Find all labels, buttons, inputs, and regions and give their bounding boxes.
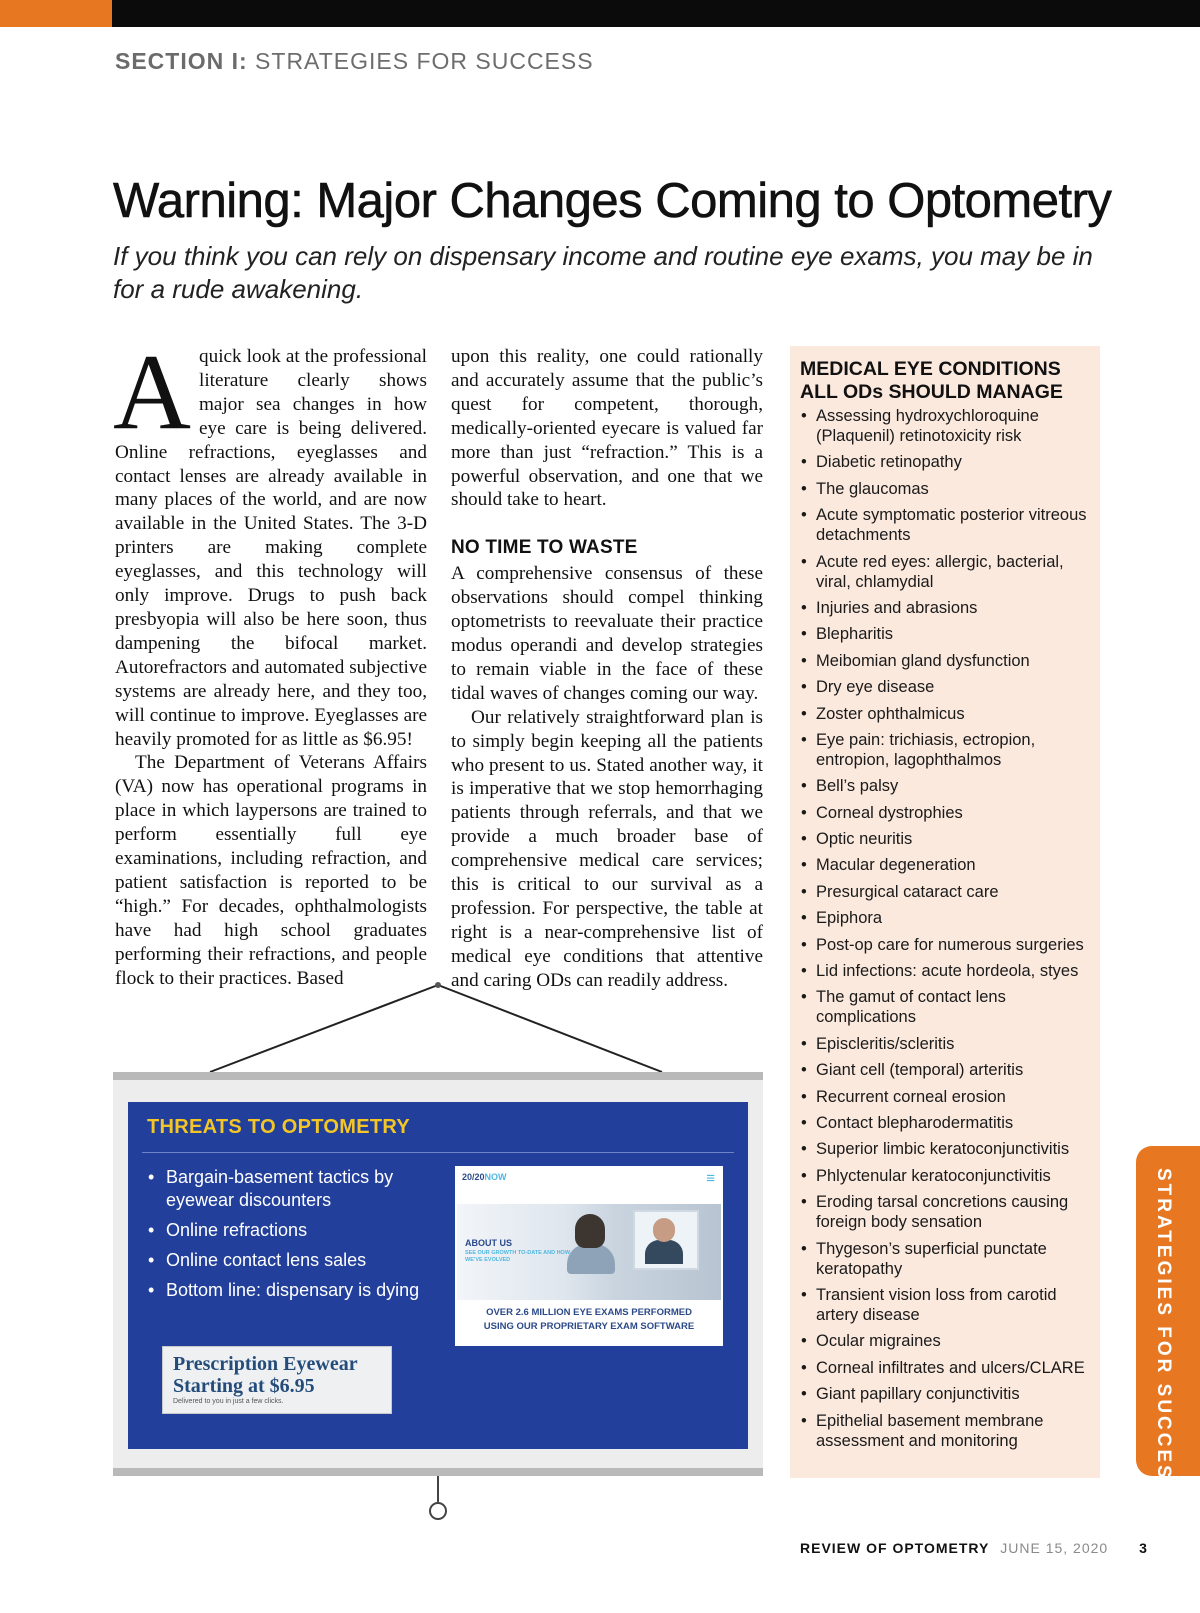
article-paragraph: The Department of Veterans Affairs (VA) now has operational programs in place in which laypersons are trained to perform essentially full eye examinations, including refraction, and patient satisfaction is reported to be “high.” For decades, ophthalmologists have had high school graduates performing their refractions, and people flock to their practices. Based [115, 752, 427, 989]
condition-item [800, 730, 1098, 770]
condition-text: Recurrent corneal erosion [816, 1087, 1006, 1106]
condition-item [800, 704, 1098, 724]
slide-bullet-text: Online refractions [166, 1220, 308, 1240]
ad-tagline: Delivered to you in just a few clicks. [173, 1398, 284, 1405]
bullet-glyph: • [801, 909, 807, 928]
condition-text: Giant papillary conjunctivitis [816, 1385, 1020, 1404]
section-subhead: NO TIME TO WASTE [451, 537, 638, 559]
condition-item [800, 829, 1098, 849]
condition-text: Macular degeneration [816, 856, 976, 875]
condition-text: The glaucomas [816, 479, 929, 498]
drop-cap: A [113, 333, 191, 452]
medical-conditions-sidebar [790, 346, 1100, 1478]
bullet-glyph: • [801, 882, 807, 901]
condition-item [800, 935, 1098, 955]
bullet-glyph: • [801, 506, 807, 525]
bullet-glyph: • [801, 803, 807, 822]
website-about-heading: ABOUT US [465, 1238, 512, 1248]
bullet-glyph: • [801, 1385, 807, 1404]
condition-text: Acute red eyes: allergic, bacterial, viral, chlamydial [816, 552, 1064, 591]
condition-text: Epithelial basement membrane assessment and monitoring [816, 1411, 1044, 1450]
bullet-glyph: • [801, 704, 807, 723]
condition-item [800, 855, 1098, 875]
condition-item [800, 1060, 1098, 1080]
bullet-glyph: • [801, 777, 807, 796]
bullet-glyph: • [148, 1220, 155, 1240]
website-logo [462, 1172, 507, 1182]
photo-doctor-body [645, 1240, 683, 1264]
condition-text: Epiphora [816, 909, 883, 928]
condition-text: Dry eye disease [816, 678, 935, 697]
condition-text: Superior limbic keratoconjunctivitis [816, 1140, 1070, 1159]
bullet-glyph: • [801, 1358, 807, 1377]
condition-item [800, 1285, 1098, 1325]
condition-text: Bell’s palsy [816, 777, 899, 796]
condition-item [800, 776, 1098, 796]
bullet-glyph: • [801, 479, 807, 498]
condition-item [800, 452, 1098, 472]
article-paragraph: upon this reality, one could rationally and accurately assume that the public’s quest for competent, thorough, medically-oriented eyecare is valued far more than just “refraction.” This is a powerful observation, and one that we should take to heart. [451, 346, 763, 511]
condition-item [800, 803, 1098, 823]
condition-text: Corneal dystrophies [816, 803, 963, 822]
bullet-glyph: • [801, 1034, 807, 1053]
bullet-glyph: • [801, 407, 807, 425]
ad-headline: Prescription Eyewear [173, 1353, 358, 1375]
page-number: 3 [1139, 1540, 1148, 1556]
bullet-glyph: • [801, 1140, 807, 1159]
condition-item [800, 677, 1098, 697]
condition-item [800, 406, 1098, 446]
threats-slide [128, 1102, 748, 1449]
slide-bullet-item [148, 1249, 448, 1272]
bullet-glyph: • [801, 1087, 807, 1106]
website-banner [455, 1306, 723, 1334]
article-title: Warning: Major Changes Coming to Optometry [113, 174, 1112, 228]
bullet-glyph: • [801, 625, 807, 644]
bullet-glyph: • [801, 1061, 807, 1080]
condition-text: Assessing hydroxychloroquine (Plaquenil) retinotoxicity risk [816, 407, 1039, 445]
condition-item [800, 624, 1098, 644]
photo-doctor-head [653, 1218, 675, 1242]
condition-text: Ocular migraines [816, 1332, 941, 1351]
slide-bullet-item [148, 1279, 448, 1302]
slide-bullet-list [148, 1166, 448, 1309]
bullet-glyph: • [801, 1193, 807, 1212]
paragraph-text: quick look at the professional literature clearly shows major sea changes in how eye care is being delivered. Online refractions, eyeglasses and contact lenses are already available in many places of the world, and are now available in the United States. The 3-D printers are making complete eyeglasses, and this technology will only improve. Drugs to push back presbyopia will also be here soon, thus dampening the bifocal market. Autorefractors and automated subjective systems are already here, and they too, will continue to improve. Eyeglasses are heavily promoted for as little as $6.95! [115, 346, 427, 750]
condition-item [800, 908, 1098, 928]
bullet-glyph: • [801, 453, 807, 472]
condition-item [800, 651, 1098, 671]
condition-text: Eye pain: trichiasis, ectropion, entropion, lagophthalmos [816, 730, 1036, 769]
article-paragraph: A comprehensive consensus of these observations should compel thinking optometrists to reevaluate their practice modus operandi and develop strategies to remain viable in the face of these tidal waves of changes coming our way. [451, 563, 763, 704]
bullet-glyph: • [801, 1332, 807, 1351]
slide-bullet-text: Bargain-basement tactics by eyewear discounters [166, 1167, 394, 1210]
bullet-glyph: • [801, 730, 807, 749]
sidebar-title [800, 358, 1063, 404]
condition-text: Giant cell (temporal) arteritis [816, 1061, 1024, 1080]
bullet-glyph: • [801, 552, 807, 571]
bullet-glyph: • [148, 1250, 155, 1270]
slide-bullet-item [148, 1166, 448, 1212]
bullet-glyph: • [801, 1113, 807, 1132]
photo-person-head [575, 1214, 605, 1248]
bullet-glyph: • [801, 1239, 807, 1258]
bullet-glyph: • [801, 856, 807, 875]
condition-text: Transient vision loss from carotid artery disease [816, 1285, 1057, 1324]
condition-item [800, 987, 1098, 1027]
condition-item [800, 1358, 1098, 1378]
condition-text: Contact blepharodermatitis [816, 1113, 1014, 1132]
bullet-glyph: • [801, 1166, 807, 1185]
condition-text: Episcleritis/scleritis [816, 1034, 955, 1053]
condition-item [800, 961, 1098, 981]
condition-text: Thygeson’s superficial punctate keratopathy [816, 1239, 1047, 1278]
condition-item [800, 1411, 1098, 1451]
condition-text: Phlyctenular keratoconjunctivitis [816, 1166, 1051, 1185]
condition-text: Eroding tarsal concretions causing foreign body sensation [816, 1193, 1069, 1232]
website-about-subtext: SEE OUR GROWTH TO-DATE AND HOW WE’VE EVOLVED [465, 1250, 571, 1263]
condition-item [800, 1239, 1098, 1279]
condition-text: Blepharitis [816, 625, 894, 644]
condition-text: Diabetic retinopathy [816, 453, 962, 472]
condition-text: Acute symptomatic posterior vitreous detachments [816, 506, 1087, 545]
condition-item [800, 1384, 1098, 1404]
slide-bullet-item [148, 1219, 448, 1242]
condition-item [800, 1166, 1098, 1186]
side-tab-label: STRATEGIES FOR SUCCESS [1153, 1168, 1174, 1497]
condition-text: Post-op care for numerous surgeries [816, 935, 1084, 954]
bullet-glyph: • [801, 678, 807, 697]
hanger-string-right [438, 985, 662, 1072]
website-banner-line: USING OUR PROPRIETARY EXAM SOFTWARE [483, 1321, 695, 1332]
website-logo-part: NOW [484, 1172, 507, 1182]
condition-item [800, 882, 1098, 902]
bullet-glyph: • [801, 598, 807, 617]
sidebar-title-line: MEDICAL EYE CONDITIONS [800, 358, 1061, 380]
condition-item [800, 1331, 1098, 1351]
section-label-bold: SECTION I: [115, 48, 248, 74]
condition-item [800, 1139, 1098, 1159]
sidebar-title-line: ALL ODs SHOULD MANAGE [800, 381, 1063, 403]
condition-item [800, 1192, 1098, 1232]
condition-item [800, 505, 1098, 545]
hanger-string-left [210, 985, 438, 1072]
condition-item [800, 1034, 1098, 1054]
condition-item [800, 598, 1098, 618]
publication-name: REVIEW OF OPTOMETRY [800, 1540, 990, 1556]
slide-divider [142, 1152, 734, 1153]
issue-date: JUNE 15, 2020 [1000, 1540, 1109, 1556]
condition-text: Meibomian gland dysfunction [816, 651, 1030, 670]
website-banner-line: OVER 2.6 MILLION EYE EXAMS PERFORMED [486, 1307, 692, 1318]
slide-bullet-text: Bottom line: dispensary is dying [166, 1280, 420, 1300]
condition-text: Injuries and abrasions [816, 598, 978, 617]
bullet-glyph: • [801, 1411, 807, 1430]
bullet-glyph: • [148, 1167, 155, 1187]
ad-price: Starting at $6.95 [173, 1375, 315, 1397]
condition-item [800, 1087, 1098, 1107]
pull-ring [430, 1503, 446, 1519]
condition-text: Presurgical cataract care [816, 882, 999, 901]
condition-item [800, 552, 1098, 592]
bullet-glyph: • [801, 962, 807, 981]
slide-bullet-text: Online contact lens sales [166, 1250, 367, 1270]
bullet-glyph: • [148, 1280, 155, 1300]
condition-text: Optic neuritis [816, 830, 913, 849]
conditions-list [800, 406, 1098, 1457]
article-subtitle: If you think you can rely on dispensary income and routine eye exams, you may be in for a rude awakening. [113, 241, 1093, 304]
hanger-hook [435, 982, 441, 988]
article-paragraph: Our relatively straightforward plan is to simply begin keeping all the patients who present to us. Stated another way, it is imperative that we stop hemorrhaging patients through referrals, and that we provide a much broader base of comprehensive medical care services; this is critical to our survival as a profession. For perspective, the table at right is a near-comprehensive list of medical eye conditions that attentive and caring ODs can readily address. [451, 706, 763, 991]
page-footer [800, 1540, 1148, 1556]
condition-text: The gamut of contact lens complications [816, 988, 1006, 1027]
website-screenshot [455, 1166, 723, 1346]
condition-text: Corneal infiltrates and ulcers/CLARE [816, 1358, 1085, 1377]
bullet-glyph: • [801, 1285, 807, 1304]
bullet-glyph: • [801, 935, 807, 954]
condition-text: Zoster ophthalmicus [816, 704, 965, 723]
bullet-glyph: • [801, 830, 807, 849]
bullet-glyph: • [801, 651, 807, 670]
hamburger-menu-icon: ≡ [706, 1170, 715, 1187]
slide-title: THREATS TO OPTOMETRY [147, 1116, 411, 1138]
bullet-glyph: • [801, 988, 807, 1007]
website-logo-part: 20/20 [462, 1172, 485, 1182]
condition-text: Lid infections: acute hordeola, styes [816, 962, 1079, 981]
section-label-rest: STRATEGIES FOR SUCCESS [247, 48, 594, 74]
eyewear-ad-image [162, 1346, 392, 1414]
condition-item [800, 1113, 1098, 1133]
condition-item [800, 479, 1098, 499]
